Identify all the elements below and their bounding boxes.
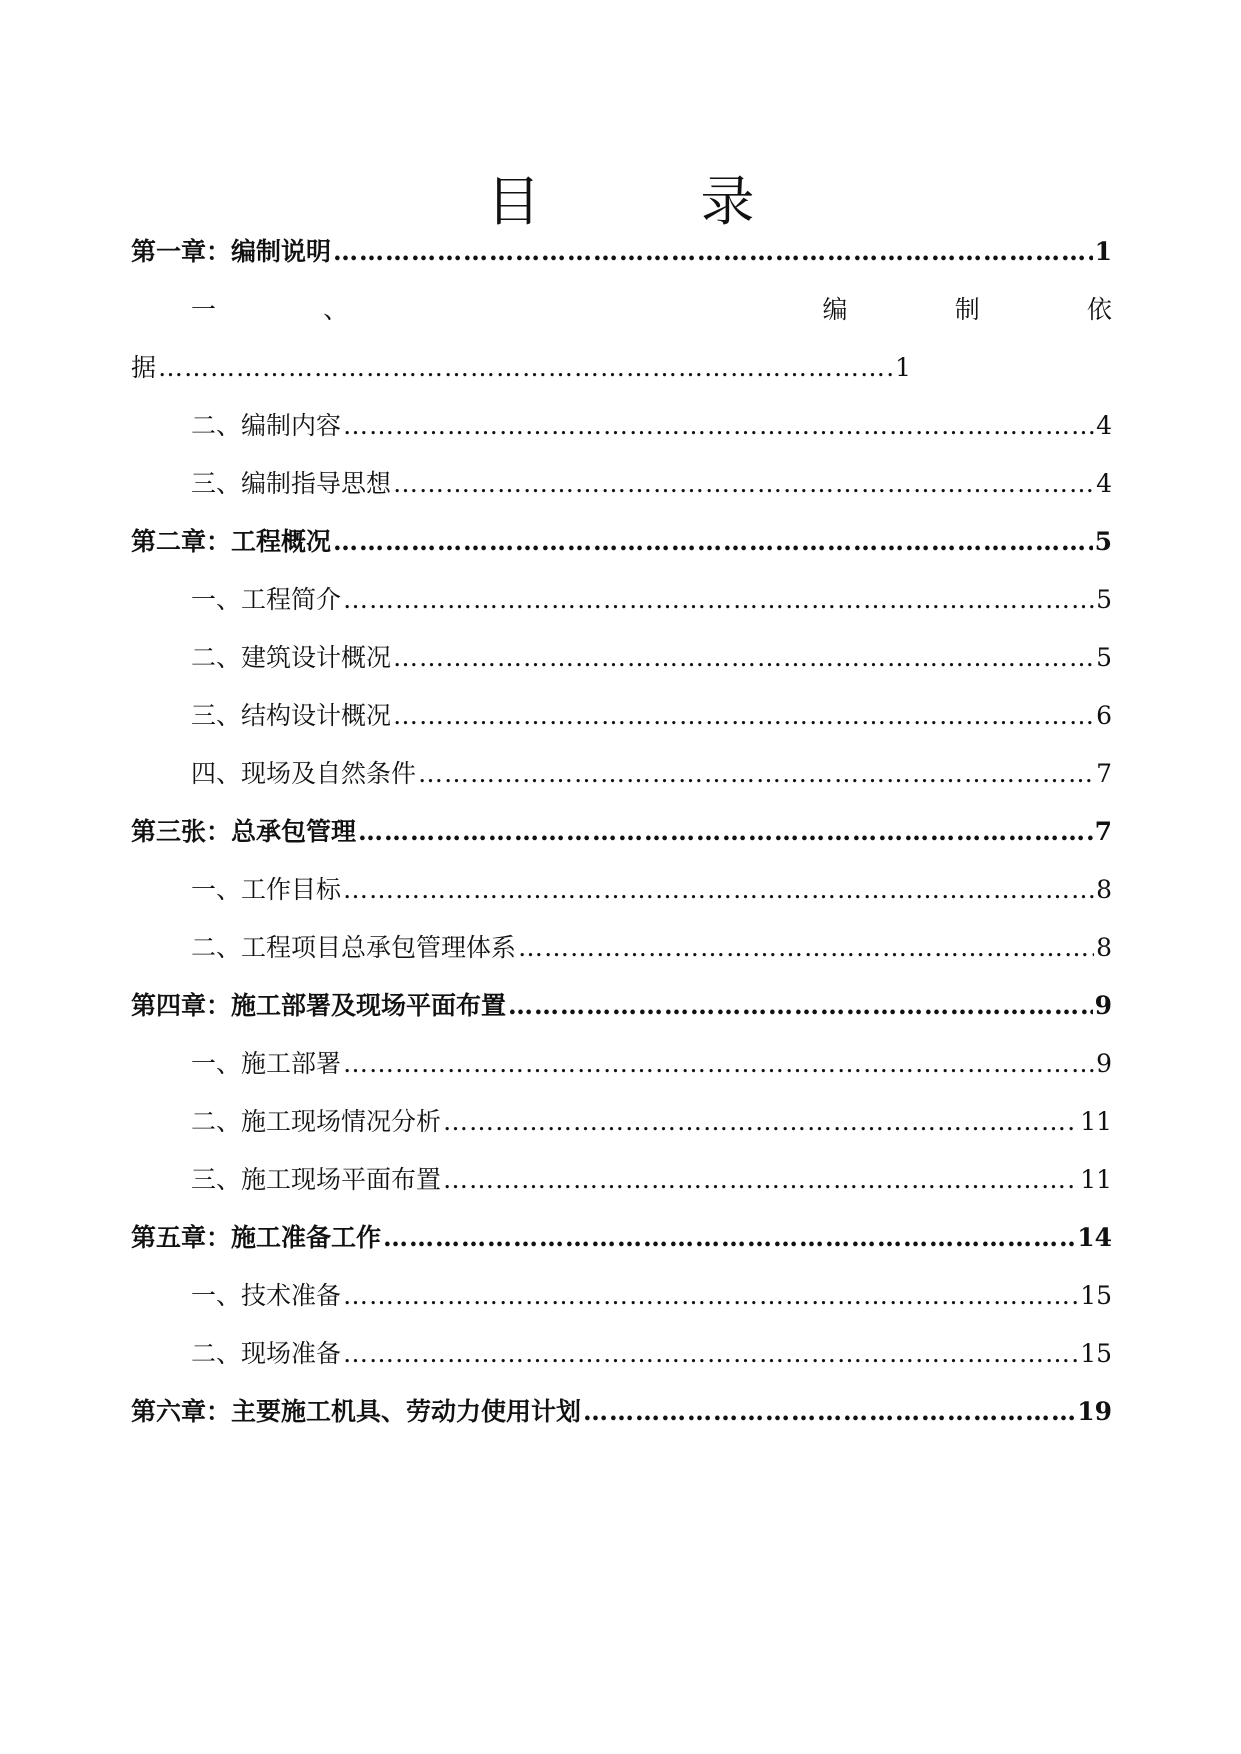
dot-leader xyxy=(508,986,1093,1026)
dot-leader xyxy=(158,348,893,388)
toc-page-number: 7 xyxy=(1096,759,1112,788)
toc-section-continuation: 据 xyxy=(131,353,157,382)
toc-section-1-1-line-1[interactable] xyxy=(191,290,1112,330)
toc-page-number: 1 xyxy=(895,353,911,382)
toc-section-text-part: 依 xyxy=(1086,295,1112,324)
title-char-2: 录 xyxy=(700,170,755,233)
toc-section-label: 三、结构设计概况 xyxy=(191,701,392,730)
toc-chapter-1[interactable] xyxy=(131,232,1112,272)
toc-page-number: 19 xyxy=(1077,1397,1112,1426)
dot-leader xyxy=(583,1392,1075,1432)
toc-page-number: 9 xyxy=(1094,991,1112,1020)
toc-section-4-3[interactable] xyxy=(131,1160,1112,1200)
toc-section-text-part: 一 xyxy=(191,295,217,324)
dot-leader xyxy=(443,1102,1078,1142)
toc-section-label: 一、工作目标 xyxy=(191,875,342,904)
dot-leader xyxy=(343,1334,1078,1374)
toc-page-number: 7 xyxy=(1094,817,1112,846)
toc-section-5-2[interactable] xyxy=(131,1334,1112,1374)
toc-page-number: 9 xyxy=(1096,1049,1112,1078)
dot-leader xyxy=(333,522,1093,562)
toc-page-number: 4 xyxy=(1096,411,1112,440)
toc-page-number: 6 xyxy=(1096,701,1112,730)
toc-section-3-2[interactable] xyxy=(131,928,1112,968)
dot-leader xyxy=(343,1044,1094,1084)
dot-leader xyxy=(343,870,1094,910)
toc-page-number: 14 xyxy=(1077,1223,1112,1252)
toc-section-label: 一、工程简介 xyxy=(191,585,342,614)
toc-section-3-1[interactable] xyxy=(131,870,1112,910)
toc-chapter-3[interactable] xyxy=(131,812,1112,852)
toc-section-label: 二、现场准备 xyxy=(191,1339,342,1368)
toc-page-number: 11 xyxy=(1080,1165,1112,1194)
toc-page-number: 5 xyxy=(1096,643,1112,672)
toc-section-4-1[interactable] xyxy=(131,1044,1112,1084)
toc-page-number: 15 xyxy=(1080,1281,1112,1310)
toc-section-label: 一、技术准备 xyxy=(191,1281,342,1310)
dot-leader xyxy=(393,696,1094,736)
toc-page-number: 5 xyxy=(1096,585,1112,614)
toc-chapter-5[interactable] xyxy=(131,1218,1112,1258)
dot-leader xyxy=(393,638,1094,678)
toc-chapter-label: 第三张：总承包管理 xyxy=(131,817,357,846)
toc-page-number: 5 xyxy=(1094,527,1112,556)
toc-section-text-part: 制 xyxy=(954,295,980,324)
dot-leader xyxy=(333,232,1093,272)
toc-section-text-part: 编 xyxy=(822,295,848,324)
dot-leader xyxy=(383,1218,1075,1258)
dot-leader xyxy=(518,928,1094,968)
toc-section-label: 三、施工现场平面布置 xyxy=(191,1165,442,1194)
dot-leader xyxy=(418,754,1094,794)
toc-section-label: 一、施工部署 xyxy=(191,1049,342,1078)
toc-page-number: 4 xyxy=(1096,469,1112,498)
toc-section-label: 二、编制内容 xyxy=(191,411,342,440)
dot-leader xyxy=(343,406,1094,446)
dot-leader xyxy=(443,1160,1078,1200)
toc-section-1-1-line-2[interactable] xyxy=(131,348,911,388)
toc-page-number: 15 xyxy=(1080,1339,1112,1368)
toc-page-number: 8 xyxy=(1096,875,1112,904)
toc-section-2-4[interactable] xyxy=(131,754,1112,794)
toc-section-label: 四、现场及自然条件 xyxy=(191,759,417,788)
toc-section-5-1[interactable] xyxy=(131,1276,1112,1316)
toc-section-label: 二、建筑设计概况 xyxy=(191,643,392,672)
toc-page-number: 11 xyxy=(1080,1107,1112,1136)
toc-section-2-2[interactable] xyxy=(131,638,1112,678)
toc-chapter-label: 第二章：工程概况 xyxy=(131,527,332,556)
toc-page-number: 1 xyxy=(1094,237,1112,266)
dot-leader xyxy=(393,464,1094,504)
toc-section-text-part: 、 xyxy=(323,295,349,324)
toc-section-4-2[interactable] xyxy=(131,1102,1112,1142)
toc-chapter-label: 第六章：主要施工机具、劳动力使用计划 xyxy=(131,1397,582,1426)
toc-chapter-label: 第五章：施工准备工作 xyxy=(131,1223,382,1252)
dot-leader xyxy=(343,580,1094,620)
toc-page-number: 8 xyxy=(1096,933,1112,962)
toc-section-1-3[interactable] xyxy=(131,464,1112,504)
toc-section-label: 二、工程项目总承包管理体系 xyxy=(191,933,517,962)
toc-section-label: 三、编制指导思想 xyxy=(191,469,392,498)
toc-chapter-6[interactable] xyxy=(131,1392,1112,1432)
title-char-1: 目 xyxy=(486,170,541,233)
toc-chapter-label: 第四章：施工部署及现场平面布置 xyxy=(131,991,507,1020)
toc-chapter-4[interactable] xyxy=(131,986,1112,1026)
toc-chapter-2[interactable] xyxy=(131,522,1112,562)
dot-leader xyxy=(358,812,1093,852)
page-title xyxy=(0,162,1241,242)
toc-chapter-label: 第一章：编制说明 xyxy=(131,237,332,266)
toc-section-2-1[interactable] xyxy=(131,580,1112,620)
toc-section-1-2[interactable] xyxy=(131,406,1112,446)
toc-section-2-3[interactable] xyxy=(131,696,1112,736)
toc-section-label: 二、施工现场情况分析 xyxy=(191,1107,442,1136)
dot-leader xyxy=(343,1276,1078,1316)
